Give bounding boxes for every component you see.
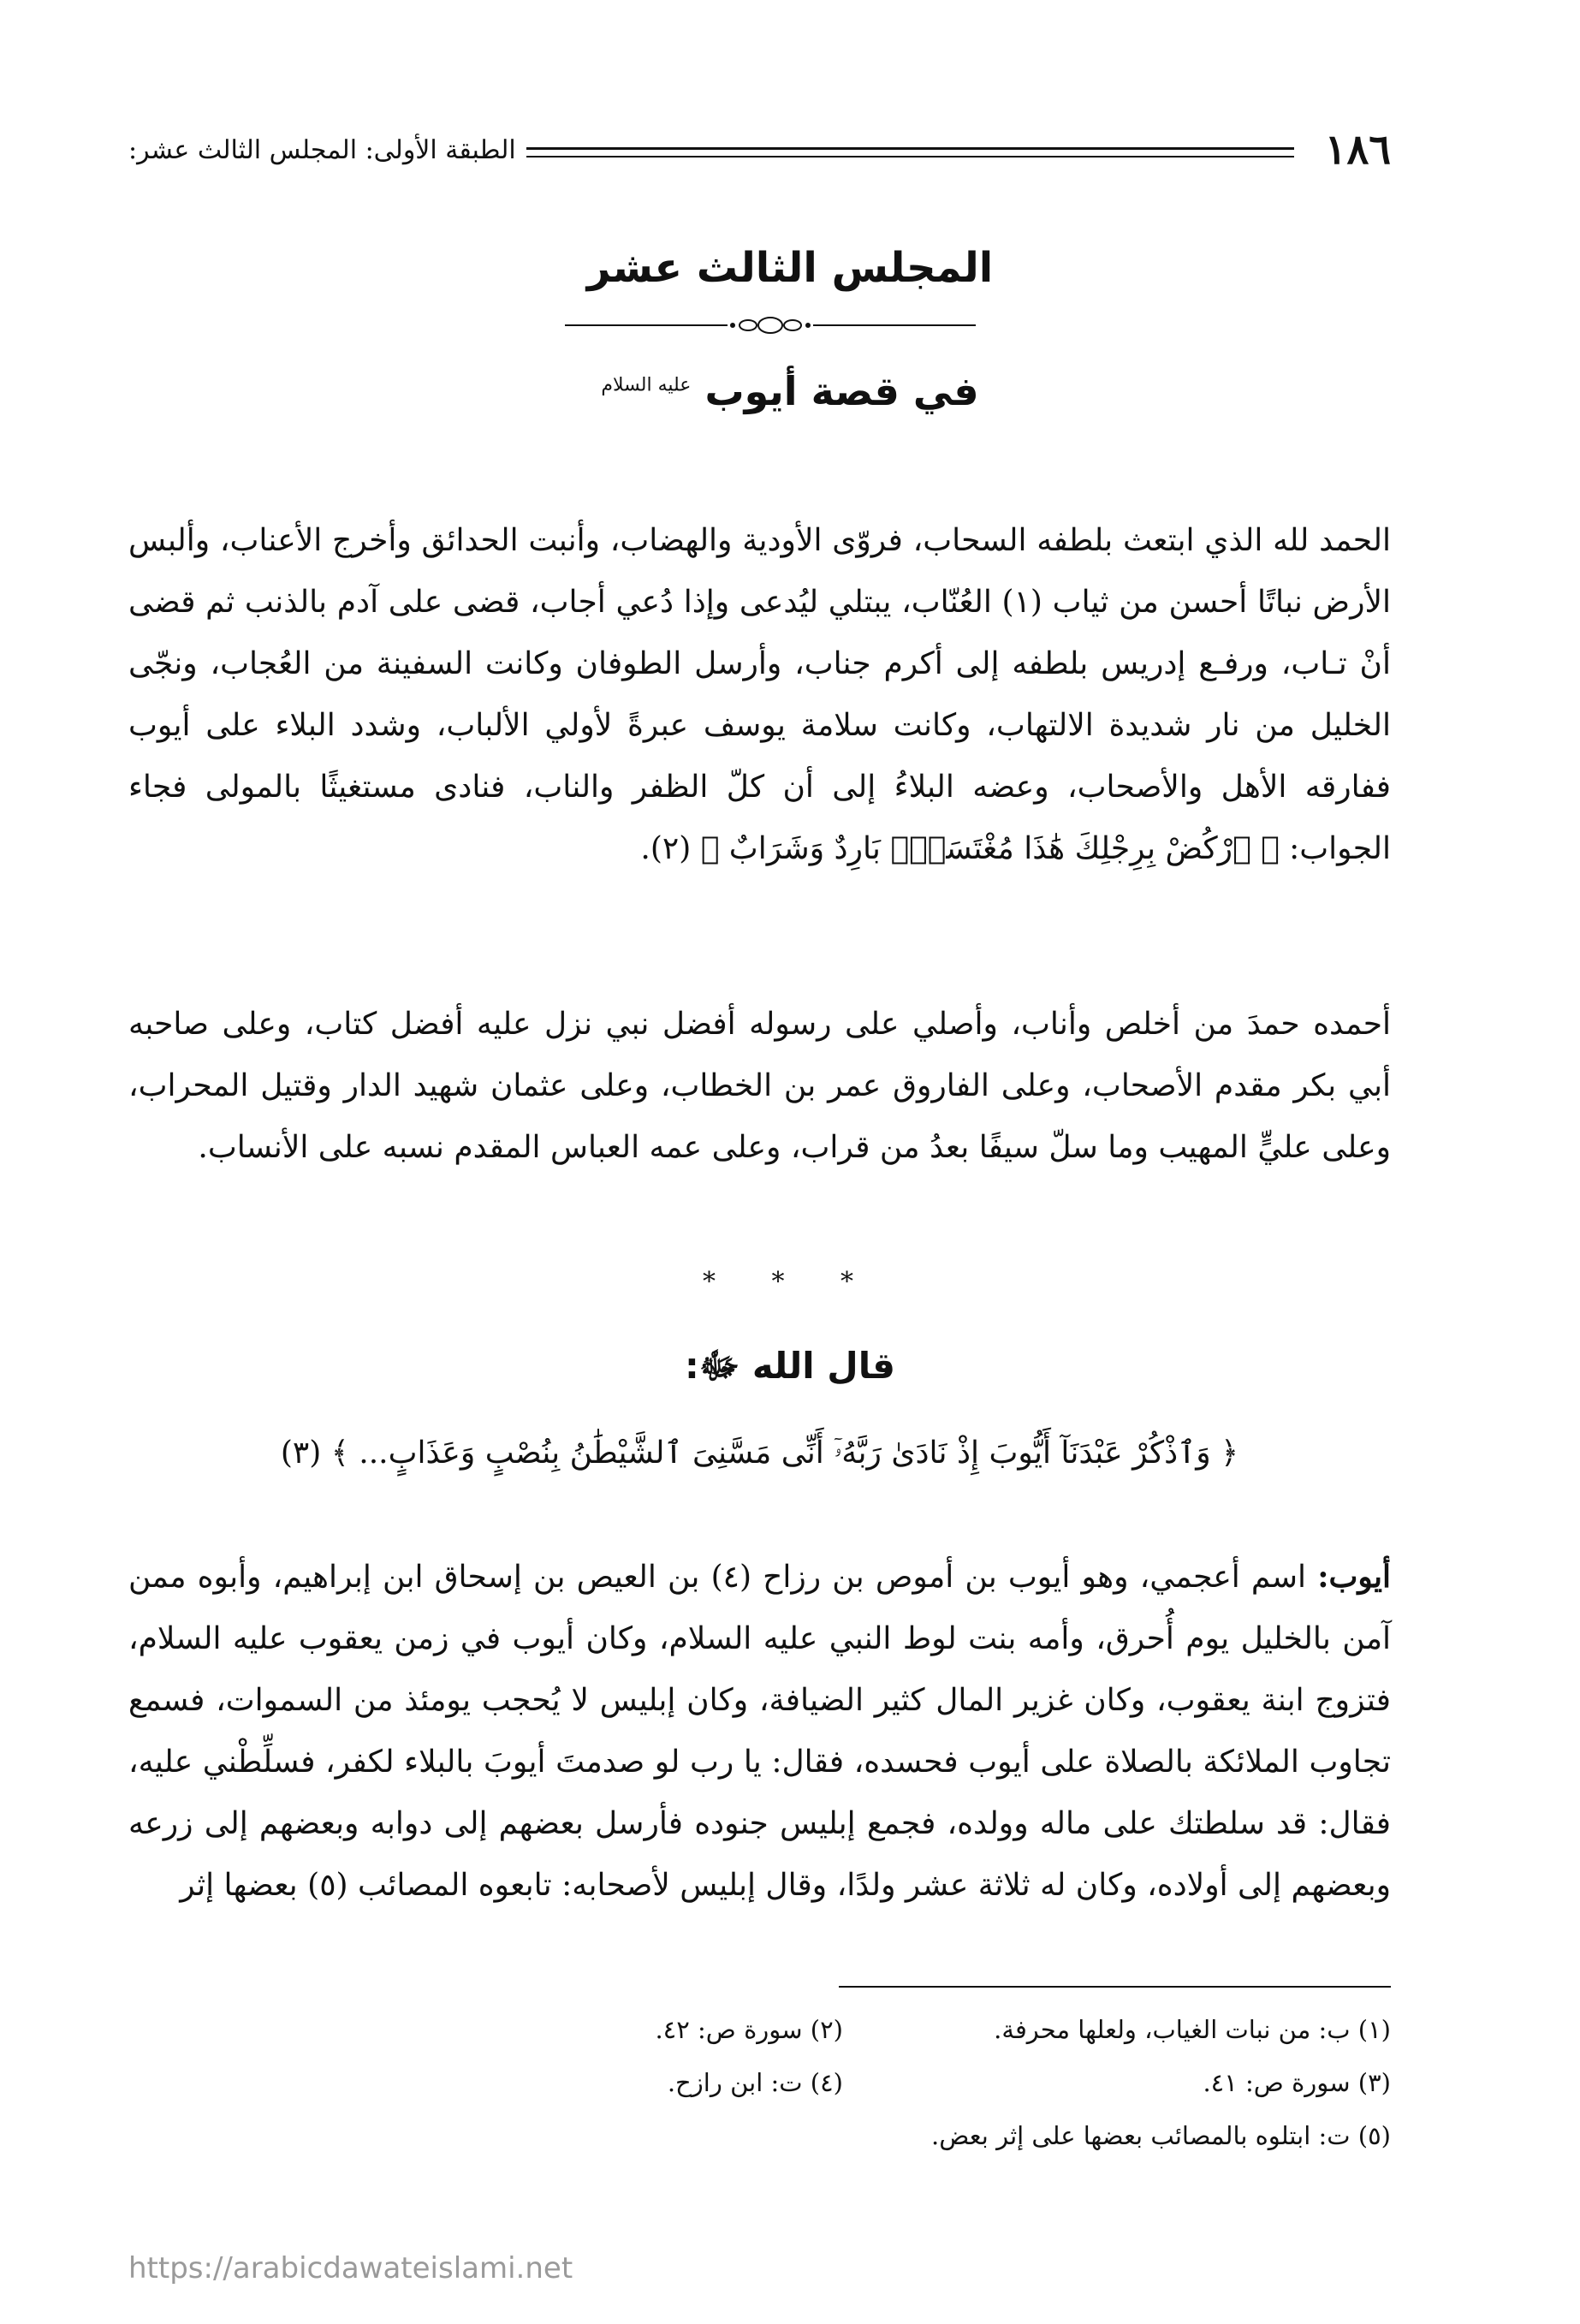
footnote-4: (٤) ت: ابن رازح. bbox=[667, 2068, 843, 2097]
footnote-row bbox=[128, 2003, 1391, 2056]
watermark-url: https://arabicdawateislami.net bbox=[128, 2251, 573, 2285]
footnote-1: (١) ب: من نبات الغياب، ولعلها محرفة. bbox=[994, 2015, 1391, 2044]
section-divider-stars: * * * bbox=[702, 1267, 878, 1297]
page-number: ١٨٦ bbox=[1324, 126, 1391, 174]
running-header-title: الطبقة الأولى: المجلس الثالث عشر: bbox=[128, 134, 516, 165]
ayyub-paragraph bbox=[128, 1546, 1391, 1917]
term-ayyub: أيوب: bbox=[1317, 1559, 1392, 1595]
praise-paragraph: أحمده حمدَ من أخلص وأناب، وأصلي على رسوله أفضل نبي نزل عليه أفضل كتاب، وعلى صاحبه أبي بكر مقدم الأصحاب، وعلى الفاروق عمر بن الخطاب، وعلى عثمان شهيد الدار وقتيل المحراب، وعلى عليٍّ المهيب وما سلّ سيفًا بعدُ من قراب، وعلى عمه العباس المقدم نسبه على الأنساب. bbox=[128, 1007, 1391, 1165]
ayyub-text: اسم أعجمي، وهو أيوب بن أموص بن رزاح (٤) بن العيص بن إسحاق ابن إبراهيم، وأبوه ممن آمن بالخليل يوم أُحرق، وأمه بنت لوط النبي عليه السلام، وكان أيوب في زمن يعقوب عليه السلام، فتزوج ابنة يعقوب، وكان غزير المال كثير الضيافة، وكان إبليس لا يُحجب يومئذ من السموات، فسمع تجاوب الملائكة بالصلاة على أيوب فحسده، فقال: يا رب لو صدمتَ أيوبَ بالبلاء لكفر، فسلِّطْني عليه، فقال: قد سلطتك على ماله وولده، فجمع إبليس جنوده فأرسل بعضهم إلى دوابه وبعضهم إلى زرعه وبعضهم إلى أولاده، وكان له ثلاثة عشر ولدًا، وقال إبليس لأصحابه: تابعوه المصائب (٥) بعضها إثر bbox=[128, 1560, 1391, 1903]
running-header bbox=[128, 126, 1391, 174]
footnote-rule bbox=[839, 1986, 1391, 1988]
footnote-2: (٢) سورة ص: ٤٢. bbox=[655, 2015, 843, 2044]
footnote-3: (٣) سورة ص: ٤١. bbox=[1203, 2068, 1391, 2097]
honorific-glyph: عليه السلام bbox=[601, 374, 692, 396]
header-rule bbox=[526, 147, 1294, 158]
footnote-5: (٥) ت: ابتلوه بالمصائب بعضها على إثر بعض. bbox=[931, 2121, 1391, 2150]
footnotes bbox=[128, 2003, 1391, 2162]
opening-paragraph: الحمد لله الذي ابتعث بلطفه السحاب، فروّى الأودية والهضاب، وأنبت الحدائق وأخرج الأعناب، وألبس الأرض نباتًا أحسن من ثياب (١) العُنّاب، يبتلي ليُدعى وإذا دُعي أجاب، قضى على آدم بالذنب ثم قضى أنْ تـاب، ورفـع إدريس بلطفه إلى أكرم جناب، وأرسل الطوفان وكانت السفينة من العُجاب، ونجّى الخليل من نار شديدة الالتهاب، وكانت سلامة يوسف عبرةً لأولي الألباب، وشدد البلاء على أيوب ففارقه الأهل والأصحاب، وعضه البلاءُ إلى أن كلّ الظفر والناب، فنادى مستغيثًا بالمولى فجاء الجواب: ﴿ ٱرْكُضْ بِرِجْلِكَ هَٰذَا مُغْتَسَلٌۢ بَارِدٌ وَشَرَابٌ ﴾ (٢). bbox=[128, 523, 1391, 866]
subtitle-text: في قصة أيوب bbox=[704, 368, 979, 414]
footnote-row bbox=[128, 2109, 1391, 2162]
chapter-title: المجلس الثالث عشر bbox=[586, 244, 994, 292]
footnote-row bbox=[128, 2056, 1391, 2109]
chapter-subtitle bbox=[0, 368, 1580, 414]
ornament-divider bbox=[565, 312, 976, 338]
quran-verse: ﴿ وَٱذْكُرْ عَبْدَنَآ أَيُّوبَ إِذْ نَادَىٰ رَبَّهُۥٓ أَنِّى مَسَّنِىَ ٱلشَّيْطَٰنُ بِنُصْبٍ وَعَذَابٍ... ﴾ (٣) bbox=[280, 1435, 1239, 1471]
section-heading: قال الله ﷻ: bbox=[685, 1345, 895, 1387]
